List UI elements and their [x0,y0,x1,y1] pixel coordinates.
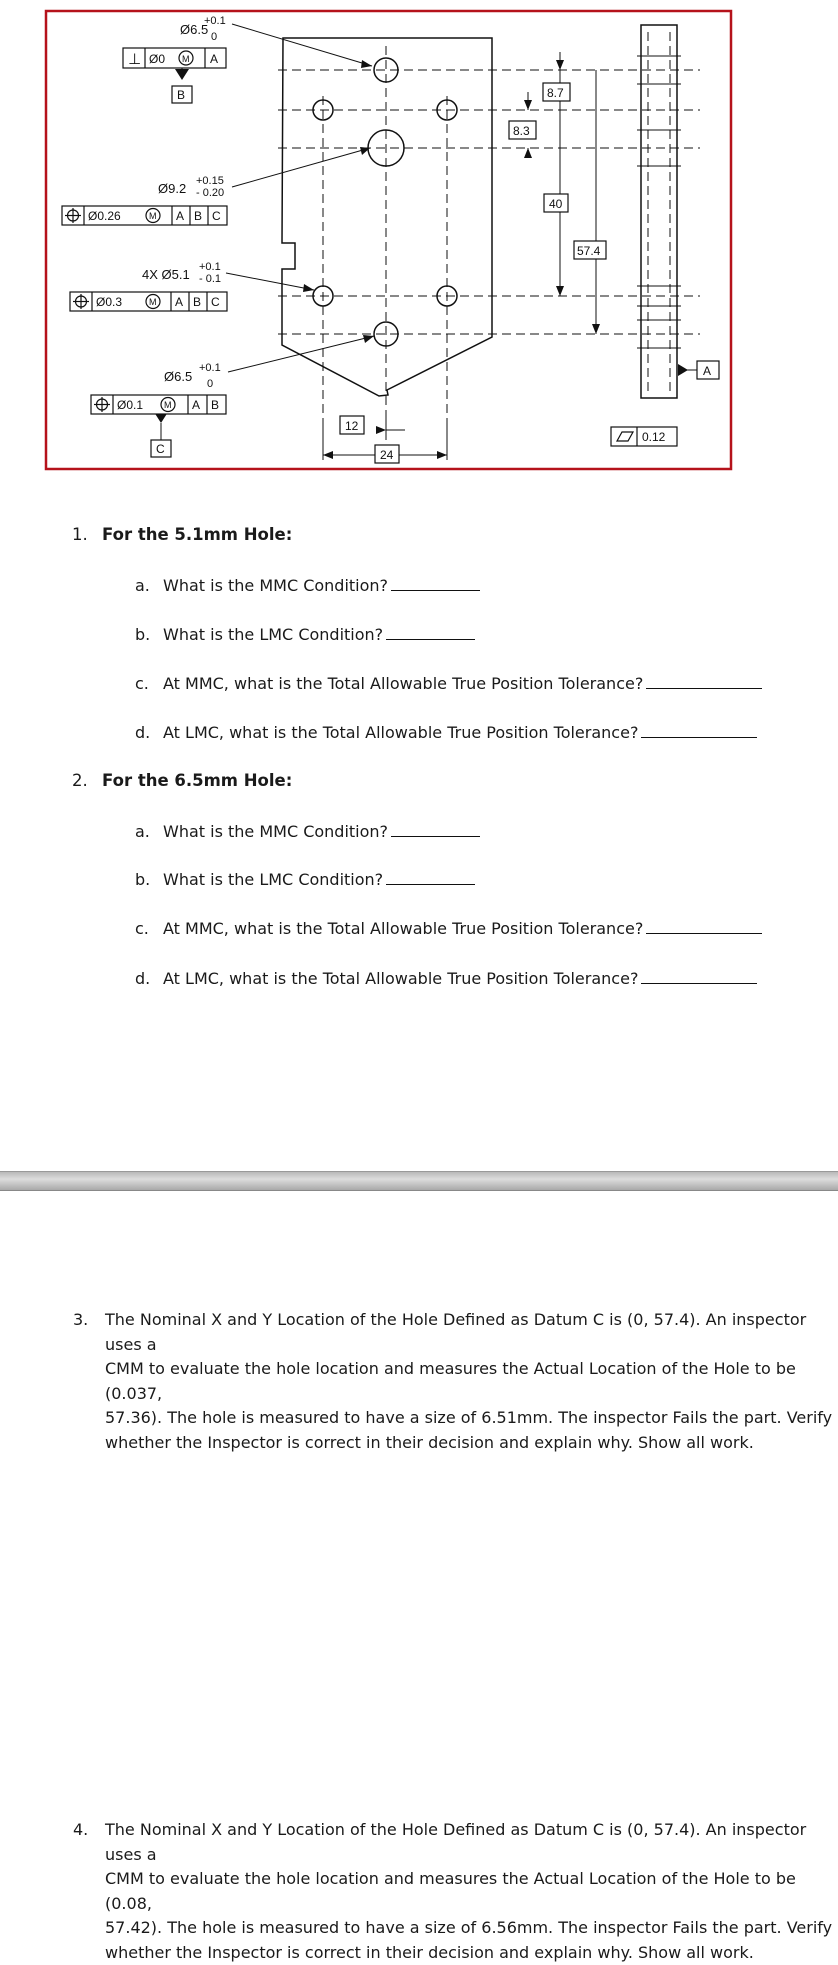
dim-8-7: 8.7 [547,86,564,100]
question-2c [135,918,762,938]
page-break [0,1171,838,1191]
question-1b [135,624,475,644]
hole-92-tol-plus: +0.15 [196,175,224,187]
hole-51-tol-minus: - 0.1 [199,273,221,285]
perp-datum: A [210,52,218,66]
item-letter: c. [135,674,163,693]
problem-4-line: whether the Inspector is correct in their decision and explain why. Show all work. [105,1941,835,1965]
answer-blank[interactable] [386,869,475,885]
perp-mod: M [182,54,190,64]
item-letter: b. [135,870,163,889]
datum-c-label: C [156,442,165,456]
question-1c [135,673,762,693]
part-outline [282,38,492,396]
pos51-tol: Ø0.3 [96,295,122,309]
hole-65-top-size: Ø6.5 [180,22,208,37]
problem-3-number: 3. [73,1308,88,1333]
pos51-mod: M [149,297,157,307]
item-text: At LMC, what is the Total Allowable True Position Tolerance? [163,969,638,988]
question-1a [135,575,480,595]
hole-65-bottom-size: Ø6.5 [164,369,192,384]
item-letter: a. [135,822,163,841]
question-2b [135,869,475,889]
hole-65-top-tol-minus: 0 [211,31,217,43]
hole-65-top-tol-plus: +0.1 [204,15,226,27]
problem-4-number: 4. [73,1818,88,1843]
pos51-d2: B [193,295,201,309]
question-1-number: 1. [72,525,102,544]
problem-3 [105,1308,835,1455]
answer-blank[interactable] [641,722,757,738]
problem-3-line: The Nominal X and Y Location of the Hole Defined as Datum C is (0, 57.4). An inspector uses a [105,1308,835,1357]
pos65-d1: A [192,398,200,412]
item-letter: d. [135,723,163,742]
problem-4-line: CMM to evaluate the hole location and measures the Actual Location of the Hole to be (0.08, [105,1867,835,1916]
pos92-tol: Ø0.26 [88,209,121,223]
datum-b-label: B [177,88,185,102]
problem-3-line: whether the Inspector is correct in their decision and explain why. Show all work. [105,1431,835,1456]
item-text: What is the LMC Condition? [163,870,383,889]
engineering-drawing [0,0,838,480]
question-1-heading [72,525,292,544]
question-2-title: For the 6.5mm Hole: [102,771,292,790]
hole-65-bottom-tol-plus: +0.1 [199,362,221,374]
answer-blank[interactable] [646,918,762,934]
answer-blank[interactable] [646,673,762,689]
pos92-d1: A [176,209,184,223]
perp-tol: Ø0 [149,52,165,66]
perp-symbol: ⊥ [128,51,141,68]
hole-51-size: 4X Ø5.1 [142,267,190,282]
pos65-mod: M [164,400,172,410]
pos92-d3: C [212,209,221,223]
question-2a [135,821,480,841]
position-frame-65 [91,395,226,414]
item-text: At MMC, what is the Total Allowable True Position Tolerance? [163,674,643,693]
pos92-d2: B [194,209,202,223]
hole-92-size: Ø9.2 [158,181,186,196]
problem-4-line: 57.42). The hole is measured to have a size of 6.56mm. The inspector Fails the part. Verify [105,1916,835,1941]
dim-24: 24 [380,448,394,462]
flatness-tol: 0.12 [642,430,666,444]
answer-blank[interactable] [391,575,480,591]
pos65-d2: B [211,398,219,412]
pos65-tol: Ø0.1 [117,398,143,412]
pos51-d3: C [211,295,220,309]
item-text: What is the MMC Condition? [163,576,388,595]
pos51-d1: A [175,295,183,309]
hole-51-tol-plus: +0.1 [199,261,221,273]
centerlines [278,32,700,450]
problem-3-line: 57.36). The hole is measured to have a size of 6.51mm. The inspector Fails the part. Verify [105,1406,835,1431]
answer-blank[interactable] [641,968,757,984]
question-2-heading [72,771,292,790]
question-2-number: 2. [72,771,102,790]
question-2d [135,968,757,988]
dim-12: 12 [345,419,359,433]
item-text: What is the MMC Condition? [163,822,388,841]
item-letter: c. [135,919,163,938]
problem-4 [105,1818,835,1965]
problem-3-line: CMM to evaluate the hole location and measures the Actual Location of the Hole to be (0.037, [105,1357,835,1406]
datum-a-label: A [703,364,711,378]
hole-92-tol-minus: - 0.20 [196,187,224,199]
answer-blank[interactable] [391,821,480,837]
item-text: At LMC, what is the Total Allowable True Position Tolerance? [163,723,638,742]
item-text: At MMC, what is the Total Allowable True Position Tolerance? [163,919,643,938]
question-1-title: For the 5.1mm Hole: [102,525,292,544]
item-letter: b. [135,625,163,644]
hole-65-bottom-tol-minus: 0 [207,378,213,390]
pos92-mod: M [149,211,157,221]
dimension-lines [323,52,596,460]
side-view [641,25,677,398]
item-letter: d. [135,969,163,988]
position-frame-92 [62,206,227,225]
problem-4-line: The Nominal X and Y Location of the Hole Defined as Datum C is (0, 57.4). An inspector uses a [105,1818,835,1867]
dim-8-3: 8.3 [513,124,530,138]
item-letter: a. [135,576,163,595]
dim-57-4: 57.4 [577,244,601,258]
item-text: What is the LMC Condition? [163,625,383,644]
dim-40: 40 [549,197,563,211]
answer-blank[interactable] [386,624,475,640]
question-1d [135,722,757,742]
